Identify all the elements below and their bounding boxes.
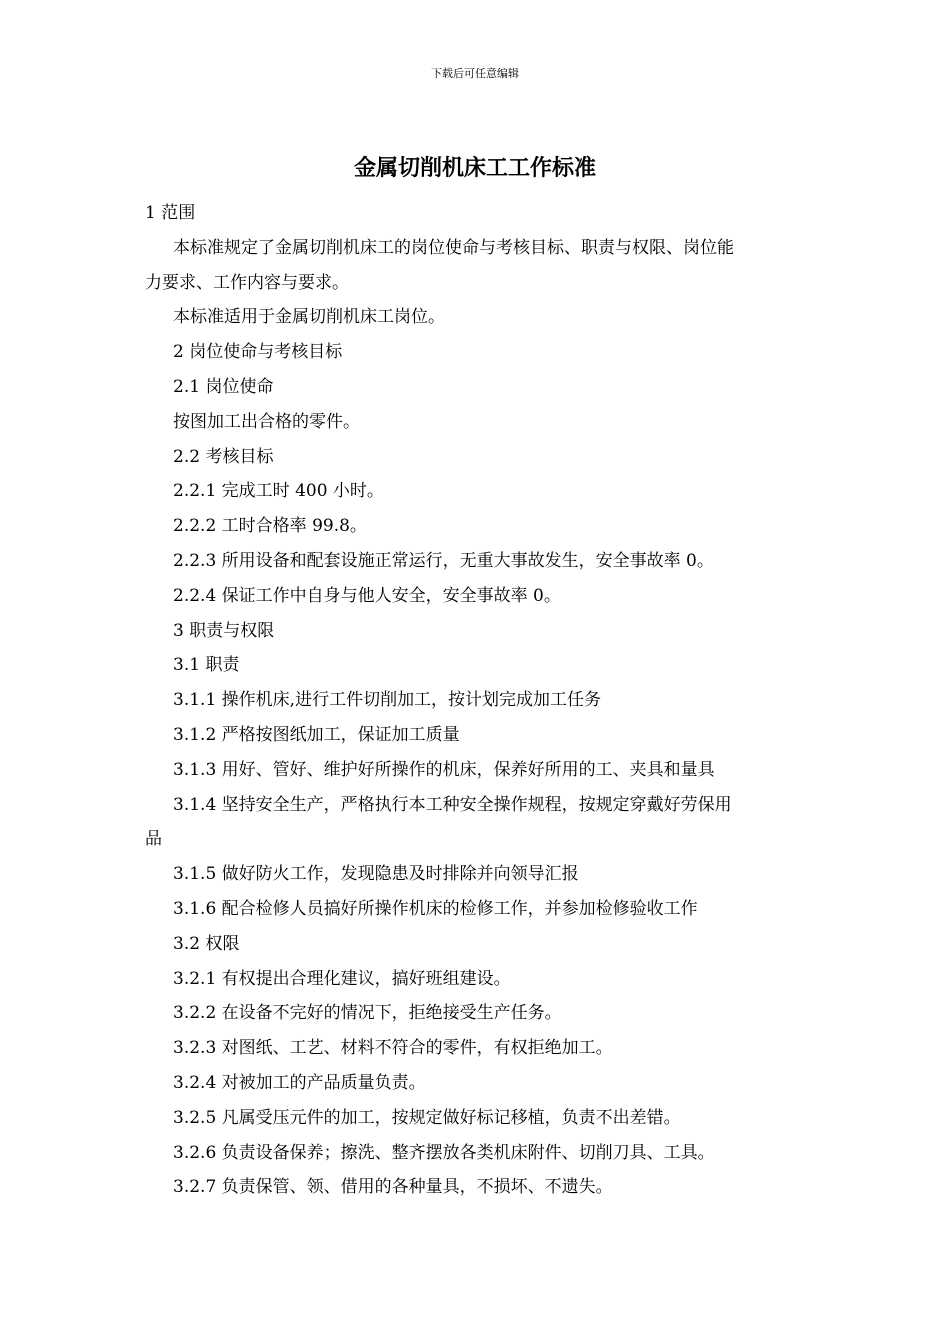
clause-line: 3.1.4 坚持安全生产，严格执行本工种安全操作规程，按规定穿戴好劳保用 (173, 794, 732, 815)
subsection-heading: 2.1 岗位使命 (173, 376, 274, 397)
clause-line: 2.2.2 工时合格率 99.8。 (173, 516, 367, 537)
clause-line: 3.1.6 配合检修人员搞好所操作机床的检修工作，并参加检修验收工作 (173, 898, 698, 919)
clause-line: 2.2.1 完成工时 400 小时。 (173, 481, 384, 502)
clause-line: 2.2.3 所用设备和配套设施正常运行，无重大事故发生，安全事故率 0。 (173, 550, 714, 571)
subsection-heading: 3.1 职责 (173, 655, 240, 676)
paragraph-line: 力要求、工作内容与要求。 (145, 272, 349, 293)
clause-line: 3.1.2 严格按图纸加工，保证加工质量 (173, 724, 460, 745)
section-heading: 3 职责与权限 (173, 620, 275, 641)
document-body (145, 196, 813, 1205)
subsection-heading: 2.2 考核目标 (173, 446, 274, 467)
subsection-heading: 3.2 权限 (173, 933, 240, 954)
document-title: 金属切削机床工工作标准 (353, 155, 596, 181)
paragraph-line: 本标准规定了金属切削机床工的岗位使命与考核目标、职责与权限、岗位能 (173, 237, 734, 258)
clause-line: 3.2.5 凡属受压元件的加工，按规定做好标记移植，负责不出差错。 (173, 1107, 681, 1128)
clause-line: 3.2.6 负责设备保养；擦洗、整齐摆放各类机床附件、切削刀具、工具。 (173, 1142, 715, 1163)
clause-line: 3.2.3 对图纸、工艺、材料不符合的零件，有权拒绝加工。 (173, 1038, 613, 1059)
clause-line: 3.1.5 做好防火工作，发现隐患及时排除并向领导汇报 (173, 864, 579, 885)
section-heading: 2 岗位使命与考核目标 (173, 342, 343, 363)
header-note: 下载后可任意编辑 (431, 67, 519, 80)
paragraph-line: 本标准适用于金属切削机床工岗位。 (173, 307, 445, 328)
clause-line-continuation: 品 (145, 829, 162, 850)
clause-line: 3.1.3 用好、管好、维护好所操作的机床，保养好所用的工、夹具和量具 (173, 759, 715, 780)
clause-line: 2.2.4 保证工作中自身与他人安全，安全事故率 0。 (173, 585, 561, 606)
clause-line: 3.2.7 负责保管、领、借用的各种量具，不损坏、不遗失。 (173, 1177, 613, 1198)
clause-line: 3.2.4 对被加工的产品质量负责。 (173, 1072, 426, 1093)
paragraph-line: 按图加工出合格的零件。 (173, 411, 360, 432)
section-heading: 1 范围 (145, 203, 196, 223)
clause-line: 3.2.2 在设备不完好的情况下，拒绝接受生产任务。 (173, 1003, 562, 1024)
clause-line: 3.1.1 操作机床,进行工件切削加工，按计划完成加工任务 (173, 690, 602, 711)
clause-line: 3.2.1 有权提出合理化建议，搞好班组建设。 (173, 968, 511, 989)
